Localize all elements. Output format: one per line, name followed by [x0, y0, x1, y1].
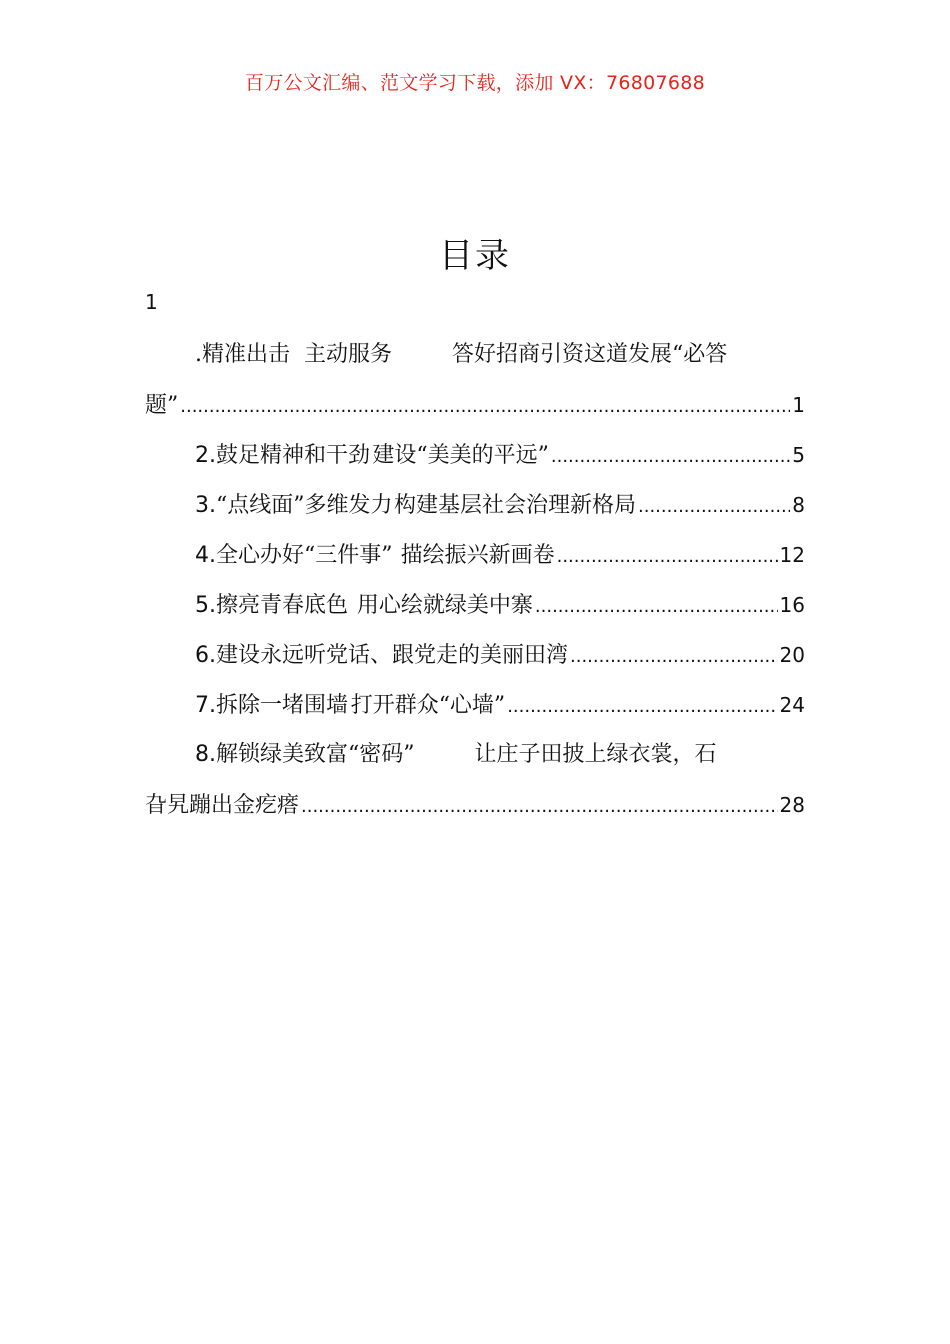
toc-entry-1-part-3: 答好招商引资这道发展“必答	[452, 342, 728, 367]
dot-leader	[557, 532, 778, 582]
toc-entry-2-part-1: 鼓足精神和干劲	[216, 443, 371, 468]
dot-leader	[535, 582, 778, 632]
dot-leader	[301, 782, 778, 832]
toc-entry-2-part-2: 建设“美美的平远”	[372, 443, 549, 468]
toc-entry-2[interactable]	[145, 430, 805, 480]
toc-entry-5-page: 16	[779, 593, 805, 617]
toc-entry-3-part-1: “点线面”多维发力	[216, 493, 393, 518]
dot-leader	[638, 482, 790, 532]
toc-entry-1-part-2: 主动服务	[304, 342, 393, 367]
toc-entry-6-page: 20	[779, 643, 805, 667]
toc-entry-3-number: 3.	[195, 493, 216, 518]
toc-entry-8-continuation: 旮旯蹦出金疙瘩	[145, 793, 300, 818]
toc-entry-7-part-1: 拆除一堵围墙	[216, 693, 349, 718]
toc-entry-8-line-1[interactable]	[145, 730, 805, 780]
toc-entry-4-part-2: 描绘振兴新画卷	[400, 543, 555, 568]
toc-entry-8-part-2: 让庄子田披上绿衣裳，石	[474, 742, 717, 767]
toc-entry-3-page: 8	[792, 493, 805, 517]
toc-entry-1-part-1: .精准出击	[195, 342, 290, 367]
toc-entry-8-page: 28	[779, 793, 805, 817]
toc-entry-5-part-1: 擦亮青春底色	[216, 593, 349, 618]
toc-entry-3[interactable]	[145, 480, 805, 530]
toc-entry-4-part-1: 全心办好“三件事”	[216, 543, 393, 568]
toc-entry-4[interactable]	[145, 530, 805, 580]
toc-entry-3-part-2: 构建基层社会治理新格局	[394, 493, 637, 518]
toc-entry-2-page: 5	[792, 443, 805, 467]
toc-entry-6[interactable]	[145, 630, 805, 680]
toc-lead-number: 1	[145, 290, 158, 314]
toc-title: 目录	[439, 236, 511, 276]
toc-entry-1-line-1[interactable]	[145, 330, 805, 380]
toc-entry-5-part-2: 用心绘就绿美中寨	[356, 593, 533, 618]
toc-entry-8-number: 8.	[195, 742, 216, 767]
toc-entry-2-number: 2.	[195, 443, 216, 468]
toc-entry-7-part-2: 打开群众“心墙”	[350, 693, 506, 718]
toc-entry-8-line-2[interactable]	[145, 780, 805, 830]
toc-entry-5[interactable]	[145, 580, 805, 630]
toc-entry-6-number: 6.	[195, 643, 216, 668]
toc-entry-5-number: 5.	[195, 593, 216, 618]
toc-entry-1-page: 1	[792, 393, 805, 417]
toc-entry-7-page: 24	[779, 693, 805, 717]
toc-entry-4-number: 4.	[195, 543, 216, 568]
toc-entry-4-page: 12	[779, 543, 805, 567]
toc-entry-7-number: 7.	[195, 693, 216, 718]
toc-entry-1-continuation: 题”	[145, 393, 179, 418]
toc-entry-8-part-1: 解锁绿美致富“密码”	[216, 742, 415, 767]
dot-leader	[507, 682, 777, 732]
dot-leader	[570, 632, 778, 682]
dot-leader	[551, 432, 790, 482]
toc-list	[145, 330, 805, 830]
toc-entry-7[interactable]	[145, 680, 805, 730]
header-banner: 百万公文汇编、范文学习下载，添加 VX：76807688	[244, 72, 706, 94]
toc-entry-1-line-2[interactable]	[145, 380, 805, 430]
toc-entry-6-part-1: 建设永远听党话、跟党走的美丽田湾	[216, 643, 569, 668]
dot-leader	[180, 382, 790, 432]
